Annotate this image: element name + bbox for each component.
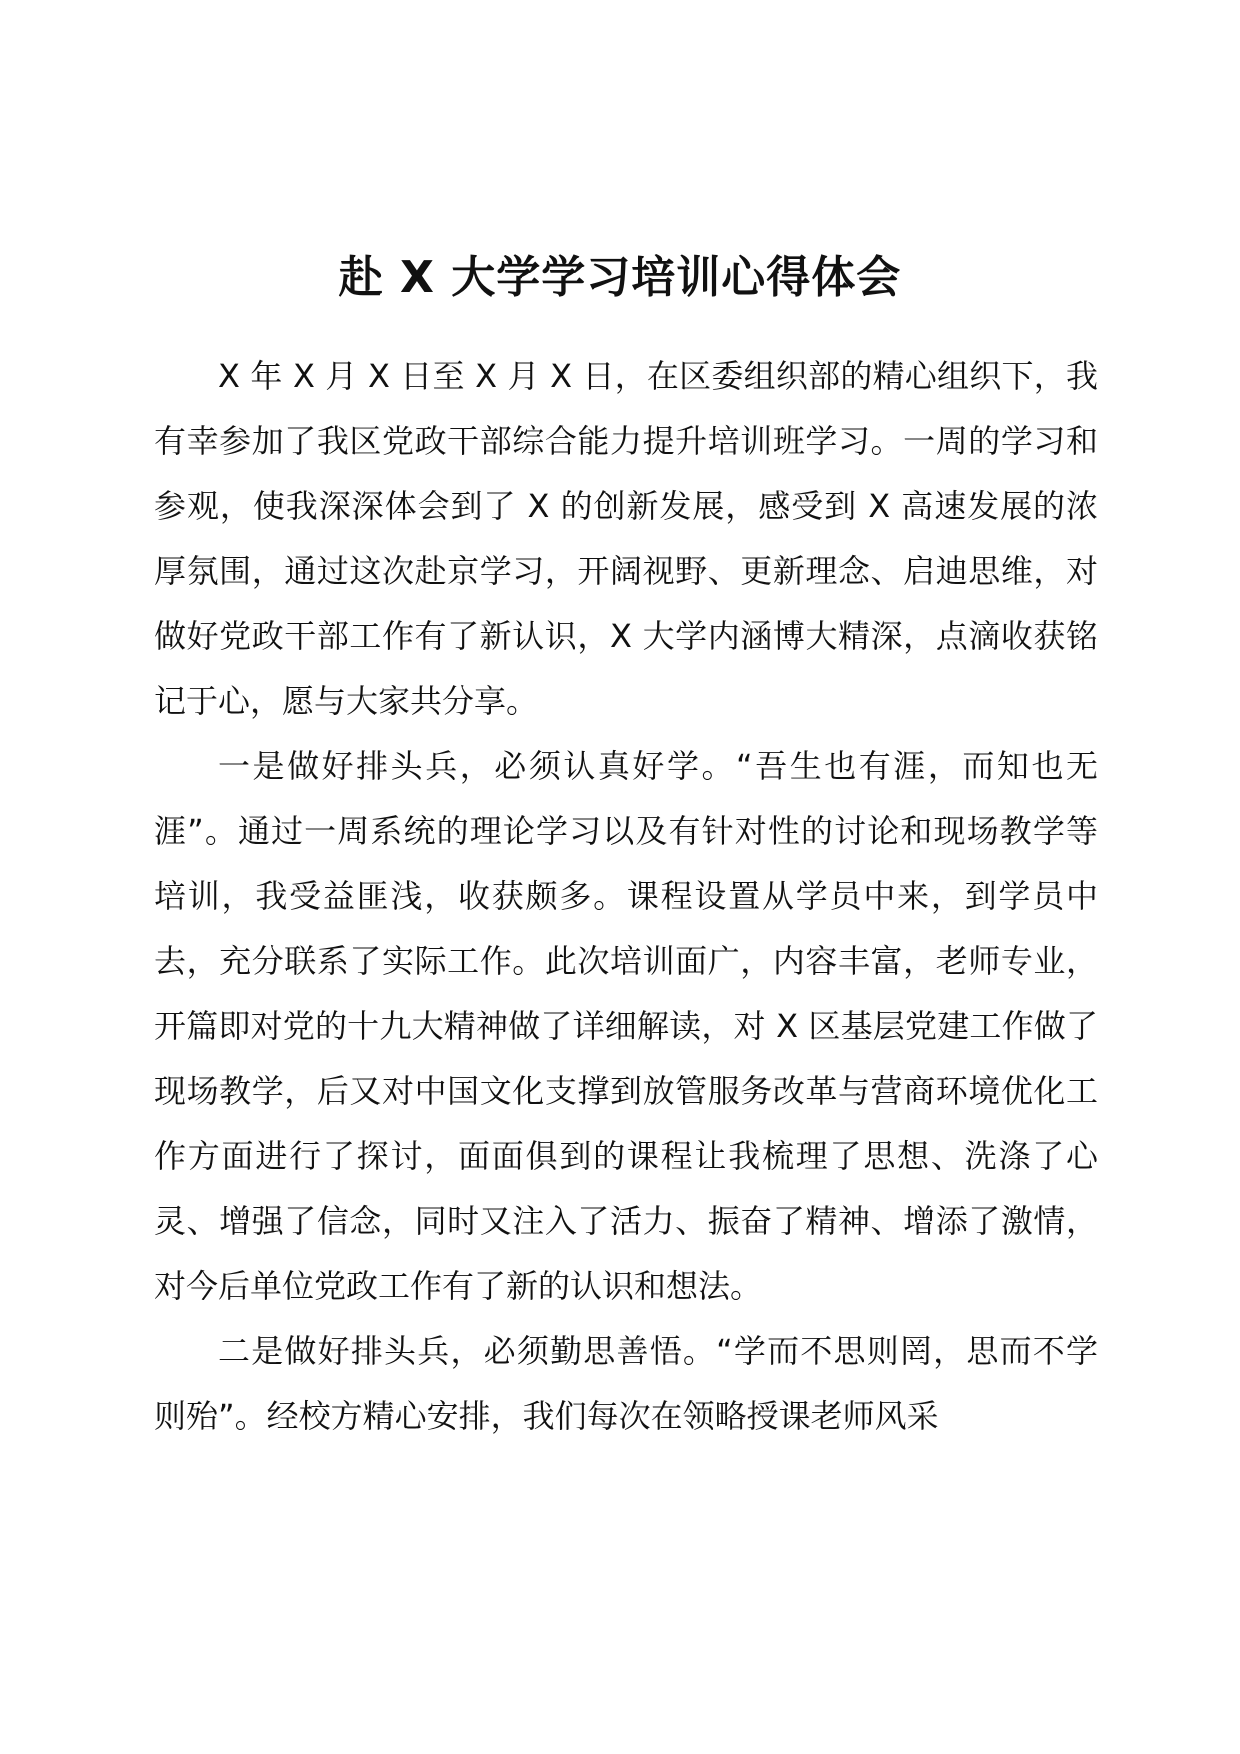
paragraph-point-two: 二是做好排头兵，必须勤思善悟。“学而不思则罔，思而不学则殆”。经校方精心安排，我们每次在领略授课老师风采 (154, 1332, 1098, 1435)
paragraph-intro: X 年 X 月 X 日至 X 月 X 日，在区委组织部的精心组织下，我有幸参加了我区党政干部综合能力提升培训班学习。一周的学习和参观，使我深深体会到了 X 的创新发展，感受到 X 高速发展的浓厚氛围，通过这次赴京学习，开阔视野、更新理念、启迪思维，对做好党政干部工作有了新认识，X 大学内涵博大精深，点滴收获铭记于心，愿与大家共分享。 (154, 357, 1098, 720)
document-title: 赴 X 大学学习培训心得体会 (338, 252, 902, 303)
paragraph-point-one: 一是做好排头兵，必须认真好学。“吾生也有涯，而知也无涯”。通过一周系统的理论学习以及有针对性的讨论和现场教学等培训，我受益匪浅，收获颇多。课程设置从学员中来，到学员中去，充分联系了实际工作。此次培训面广，内容丰富，老师专业，开篇即对党的十九大精神做了详细解读，对 X 区基层党建工作做了现场教学，后又对中国文化支撑到放管服务改革与营商环境优化工作方面进行了探讨，面面俱到的课程让我梳理了思想、洗涤了心灵、增强了信念，同时又注入了活力、振奋了精神、增添了激情，对今后单位党政工作有了新的认识和想法。 (154, 747, 1098, 1305)
document-body (154, 344, 1098, 1449)
